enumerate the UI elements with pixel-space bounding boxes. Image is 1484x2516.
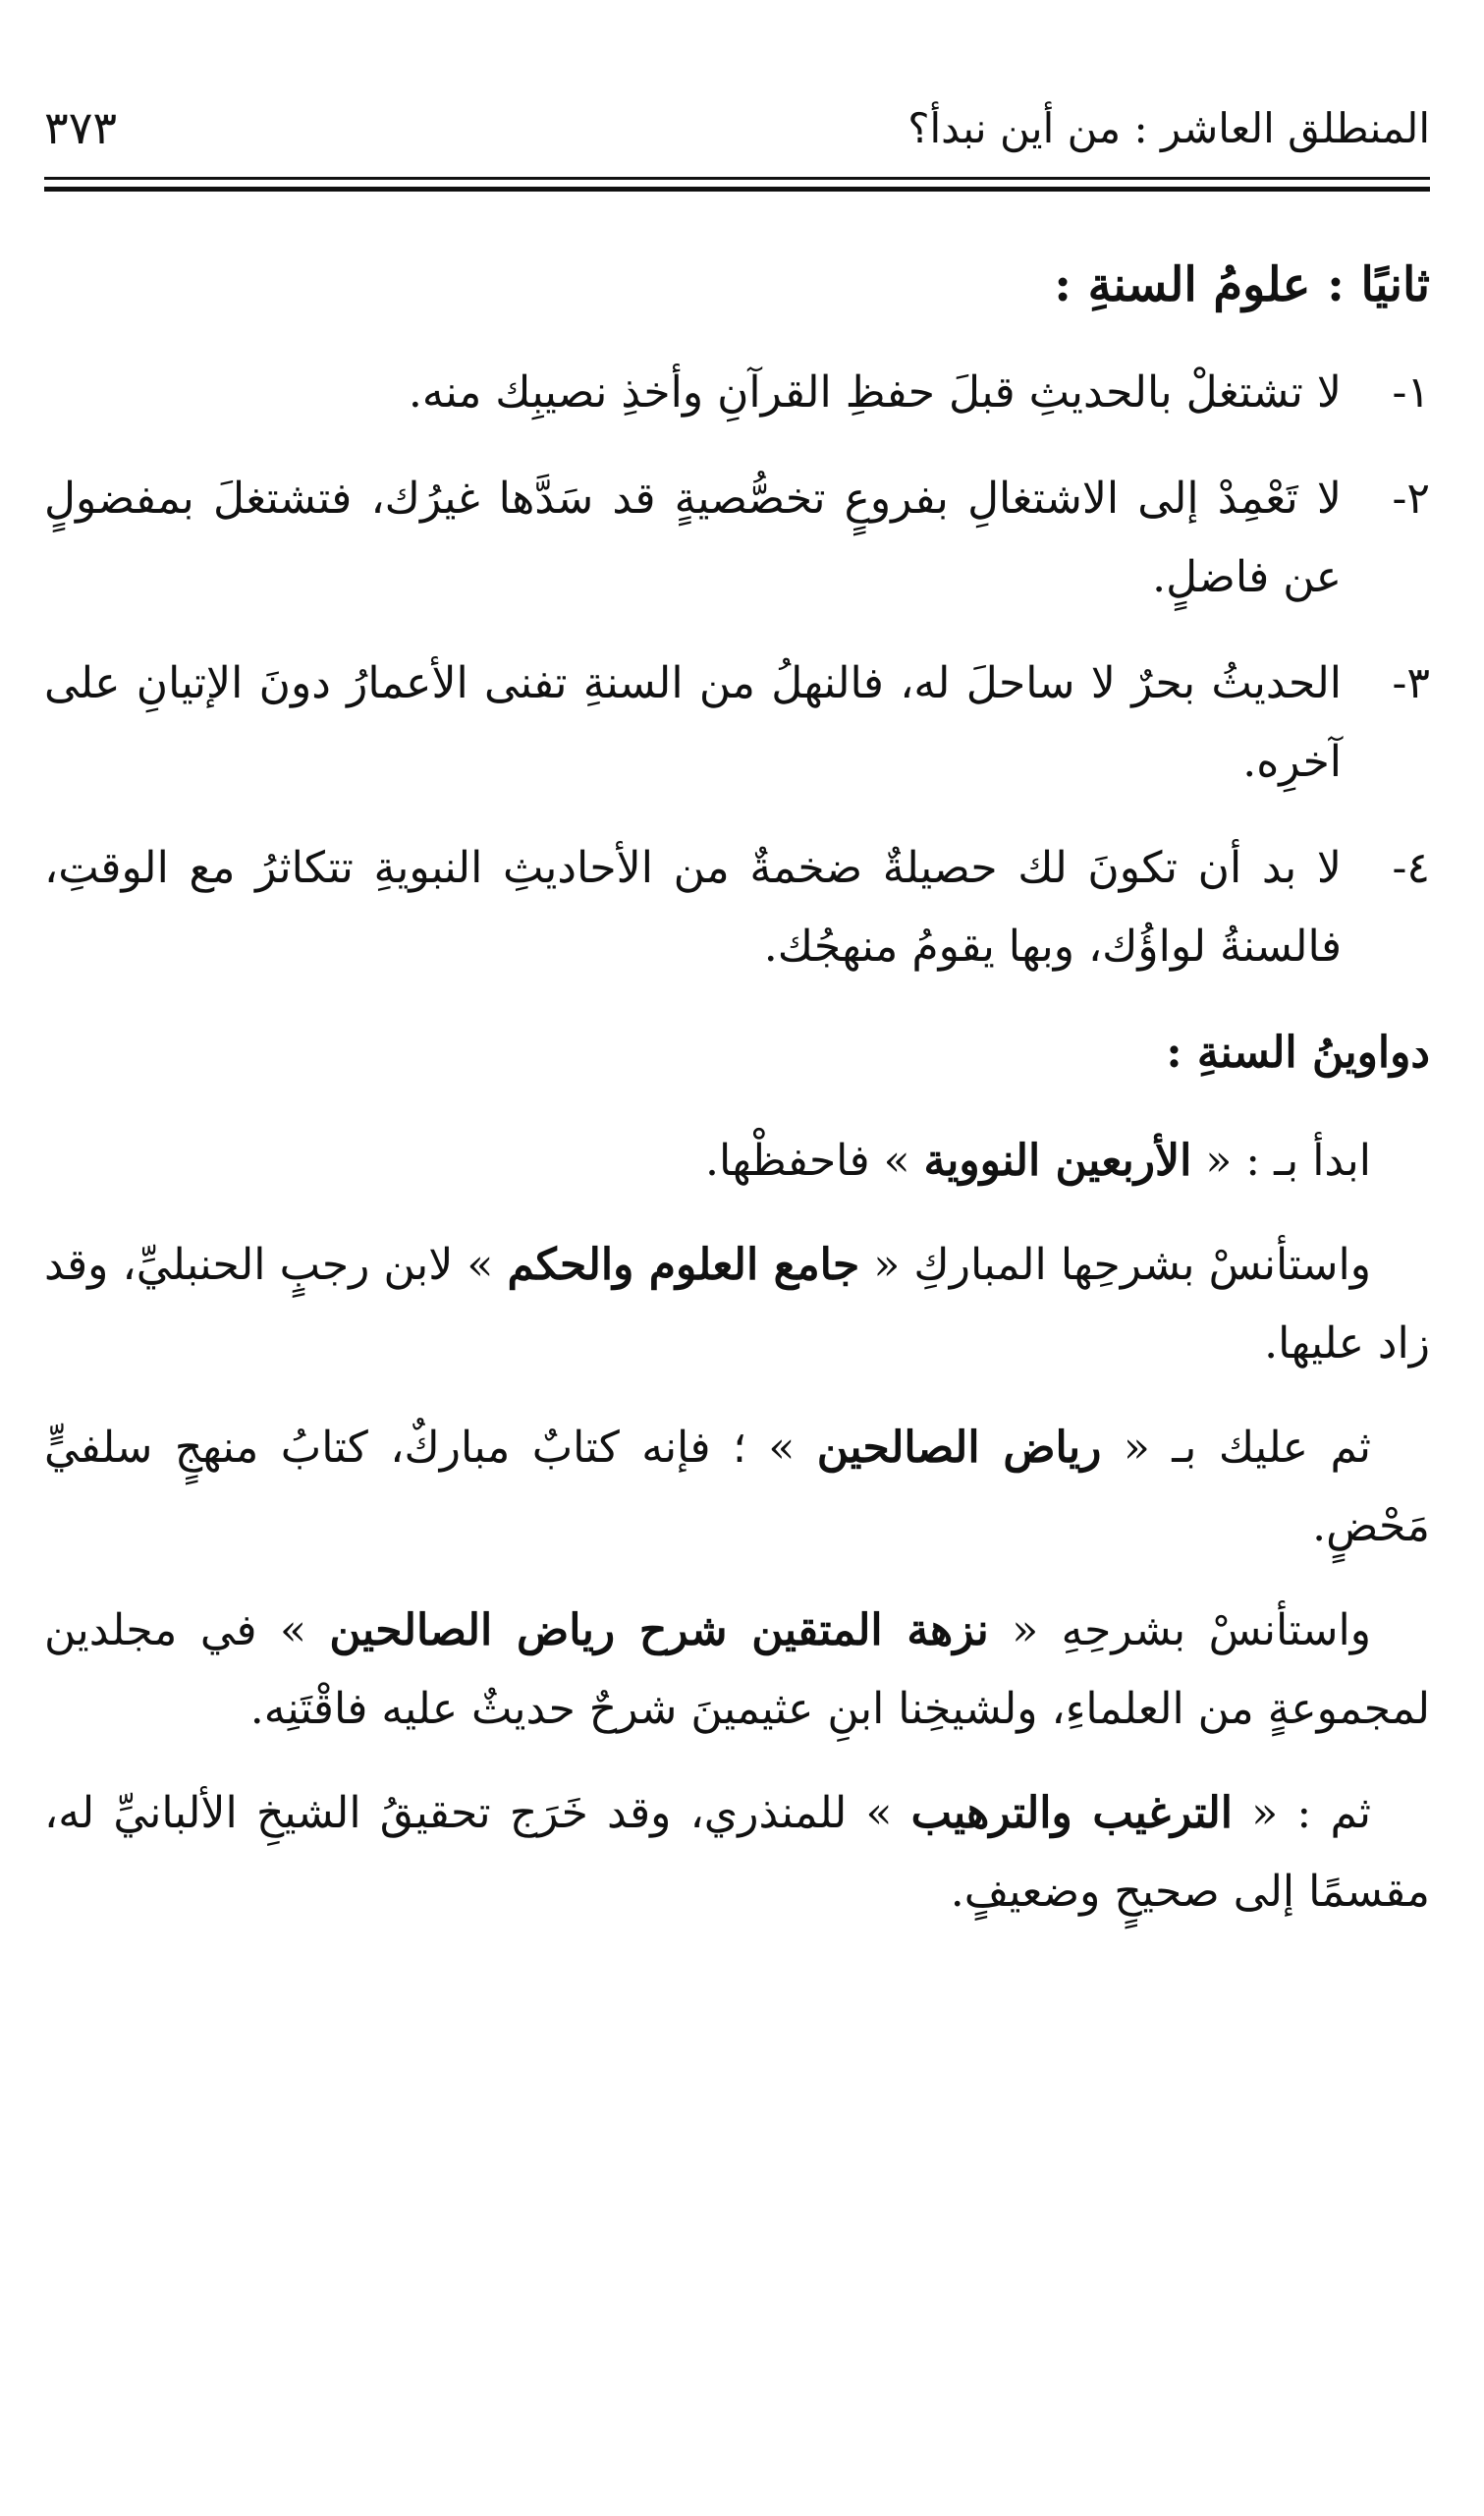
running-header xyxy=(44,93,1430,162)
list-item-text: لا تشتغلْ بالحديثِ قبلَ حفظِ القرآنِ وأخذِ نصيبِك منه. xyxy=(408,367,1342,418)
header-rule-thick xyxy=(44,187,1430,192)
paragraph-text: » في مجلدين لمجموعةٍ من العلماءِ، ولشيخِنا ابنِ عثيمينَ شرحٌ حديثٌ عليه فاقْتَنِه. xyxy=(44,1605,1430,1734)
paragraph-text: » لابن رجبٍ الحنبليِّ، وقد زاد عليها. xyxy=(44,1240,1430,1369)
page-number: ٣٧٣ xyxy=(44,101,118,154)
paragraph-targhib xyxy=(44,1774,1430,1931)
paragraph-nuzhat xyxy=(44,1592,1430,1749)
section-heading: ثانيًا : علومُ السنةِ : xyxy=(1054,257,1430,312)
paragraph-text: ثم : « xyxy=(1233,1788,1371,1838)
list-item xyxy=(44,829,1430,986)
book-title: الأربعين النووية xyxy=(923,1136,1192,1186)
list-item-text: لا بد أن تكونَ لك حصيلةٌ ضخمةٌ من الأحاديثِ النبويةِ تتكاثرُ مع الوقتِ، فالسنةُ لواؤُك، وبها يقومُ منهجُك. xyxy=(44,843,1342,972)
paragraph-jami xyxy=(44,1226,1430,1383)
subsection-heading: دواوينُ السنةِ : xyxy=(1166,1028,1430,1078)
paragraph-text: واستأنسْ بشرحِها المباركِ « xyxy=(859,1240,1371,1290)
list-item-number: ٣- xyxy=(1392,658,1430,708)
paragraph-riyad xyxy=(44,1409,1430,1566)
paragraph-text: » فاحفظْها. xyxy=(704,1136,924,1186)
running-header-title: المنطلق العاشر : من أين نبدأ؟ xyxy=(907,103,1430,152)
list-item-number: ١- xyxy=(1392,367,1430,418)
book-title: نزهة المتقين شرح رياض الصالحين xyxy=(329,1605,989,1655)
paragraph-arbaeen xyxy=(44,1122,1430,1201)
paragraph-text: ابدأ بـ : « xyxy=(1191,1136,1371,1186)
list-item xyxy=(44,644,1430,802)
book-title: جامع العلوم والحكم xyxy=(507,1240,860,1290)
header-rule-thin xyxy=(44,177,1430,180)
list-item xyxy=(44,460,1430,617)
paragraph-text: ثم عليك بـ « xyxy=(1101,1423,1371,1473)
list-item-number: ٤- xyxy=(1392,843,1430,893)
list-item-text: الحديثُ بحرٌ لا ساحلَ له، فالنهلُ من السنةِ تفنى الأعمارُ دونَ الإتيانِ على آخرِه. xyxy=(44,658,1342,787)
list-item-text: لا تَعْمِدْ إلى الاشتغالِ بفروعٍ تخصُّصيةٍ قد سَدَّها غيرُك، فتشتغلَ بمفضولٍ عن فاضلٍ. xyxy=(44,474,1342,602)
page-body xyxy=(44,246,1430,2437)
book-title: الترغيب والترهيب xyxy=(910,1788,1234,1838)
paragraph-text: واستأنسْ بشرحِهِ « xyxy=(988,1605,1371,1655)
list-item-number: ٢- xyxy=(1392,474,1430,524)
list-item xyxy=(44,354,1430,432)
paragraph-text: » للمنذري، وقد خَرَج تحقيقُ الشيخِ الألبانيِّ له، مقسمًا إلى صحيحٍ وضعيفٍ. xyxy=(44,1788,1430,1917)
paragraph-text: » ؛ فإنه كتابٌ مباركٌ، كتابُ منهجٍ سلفيٍّ مَحْضٍ. xyxy=(44,1423,1430,1551)
book-title: رياض الصالحين xyxy=(816,1423,1102,1473)
